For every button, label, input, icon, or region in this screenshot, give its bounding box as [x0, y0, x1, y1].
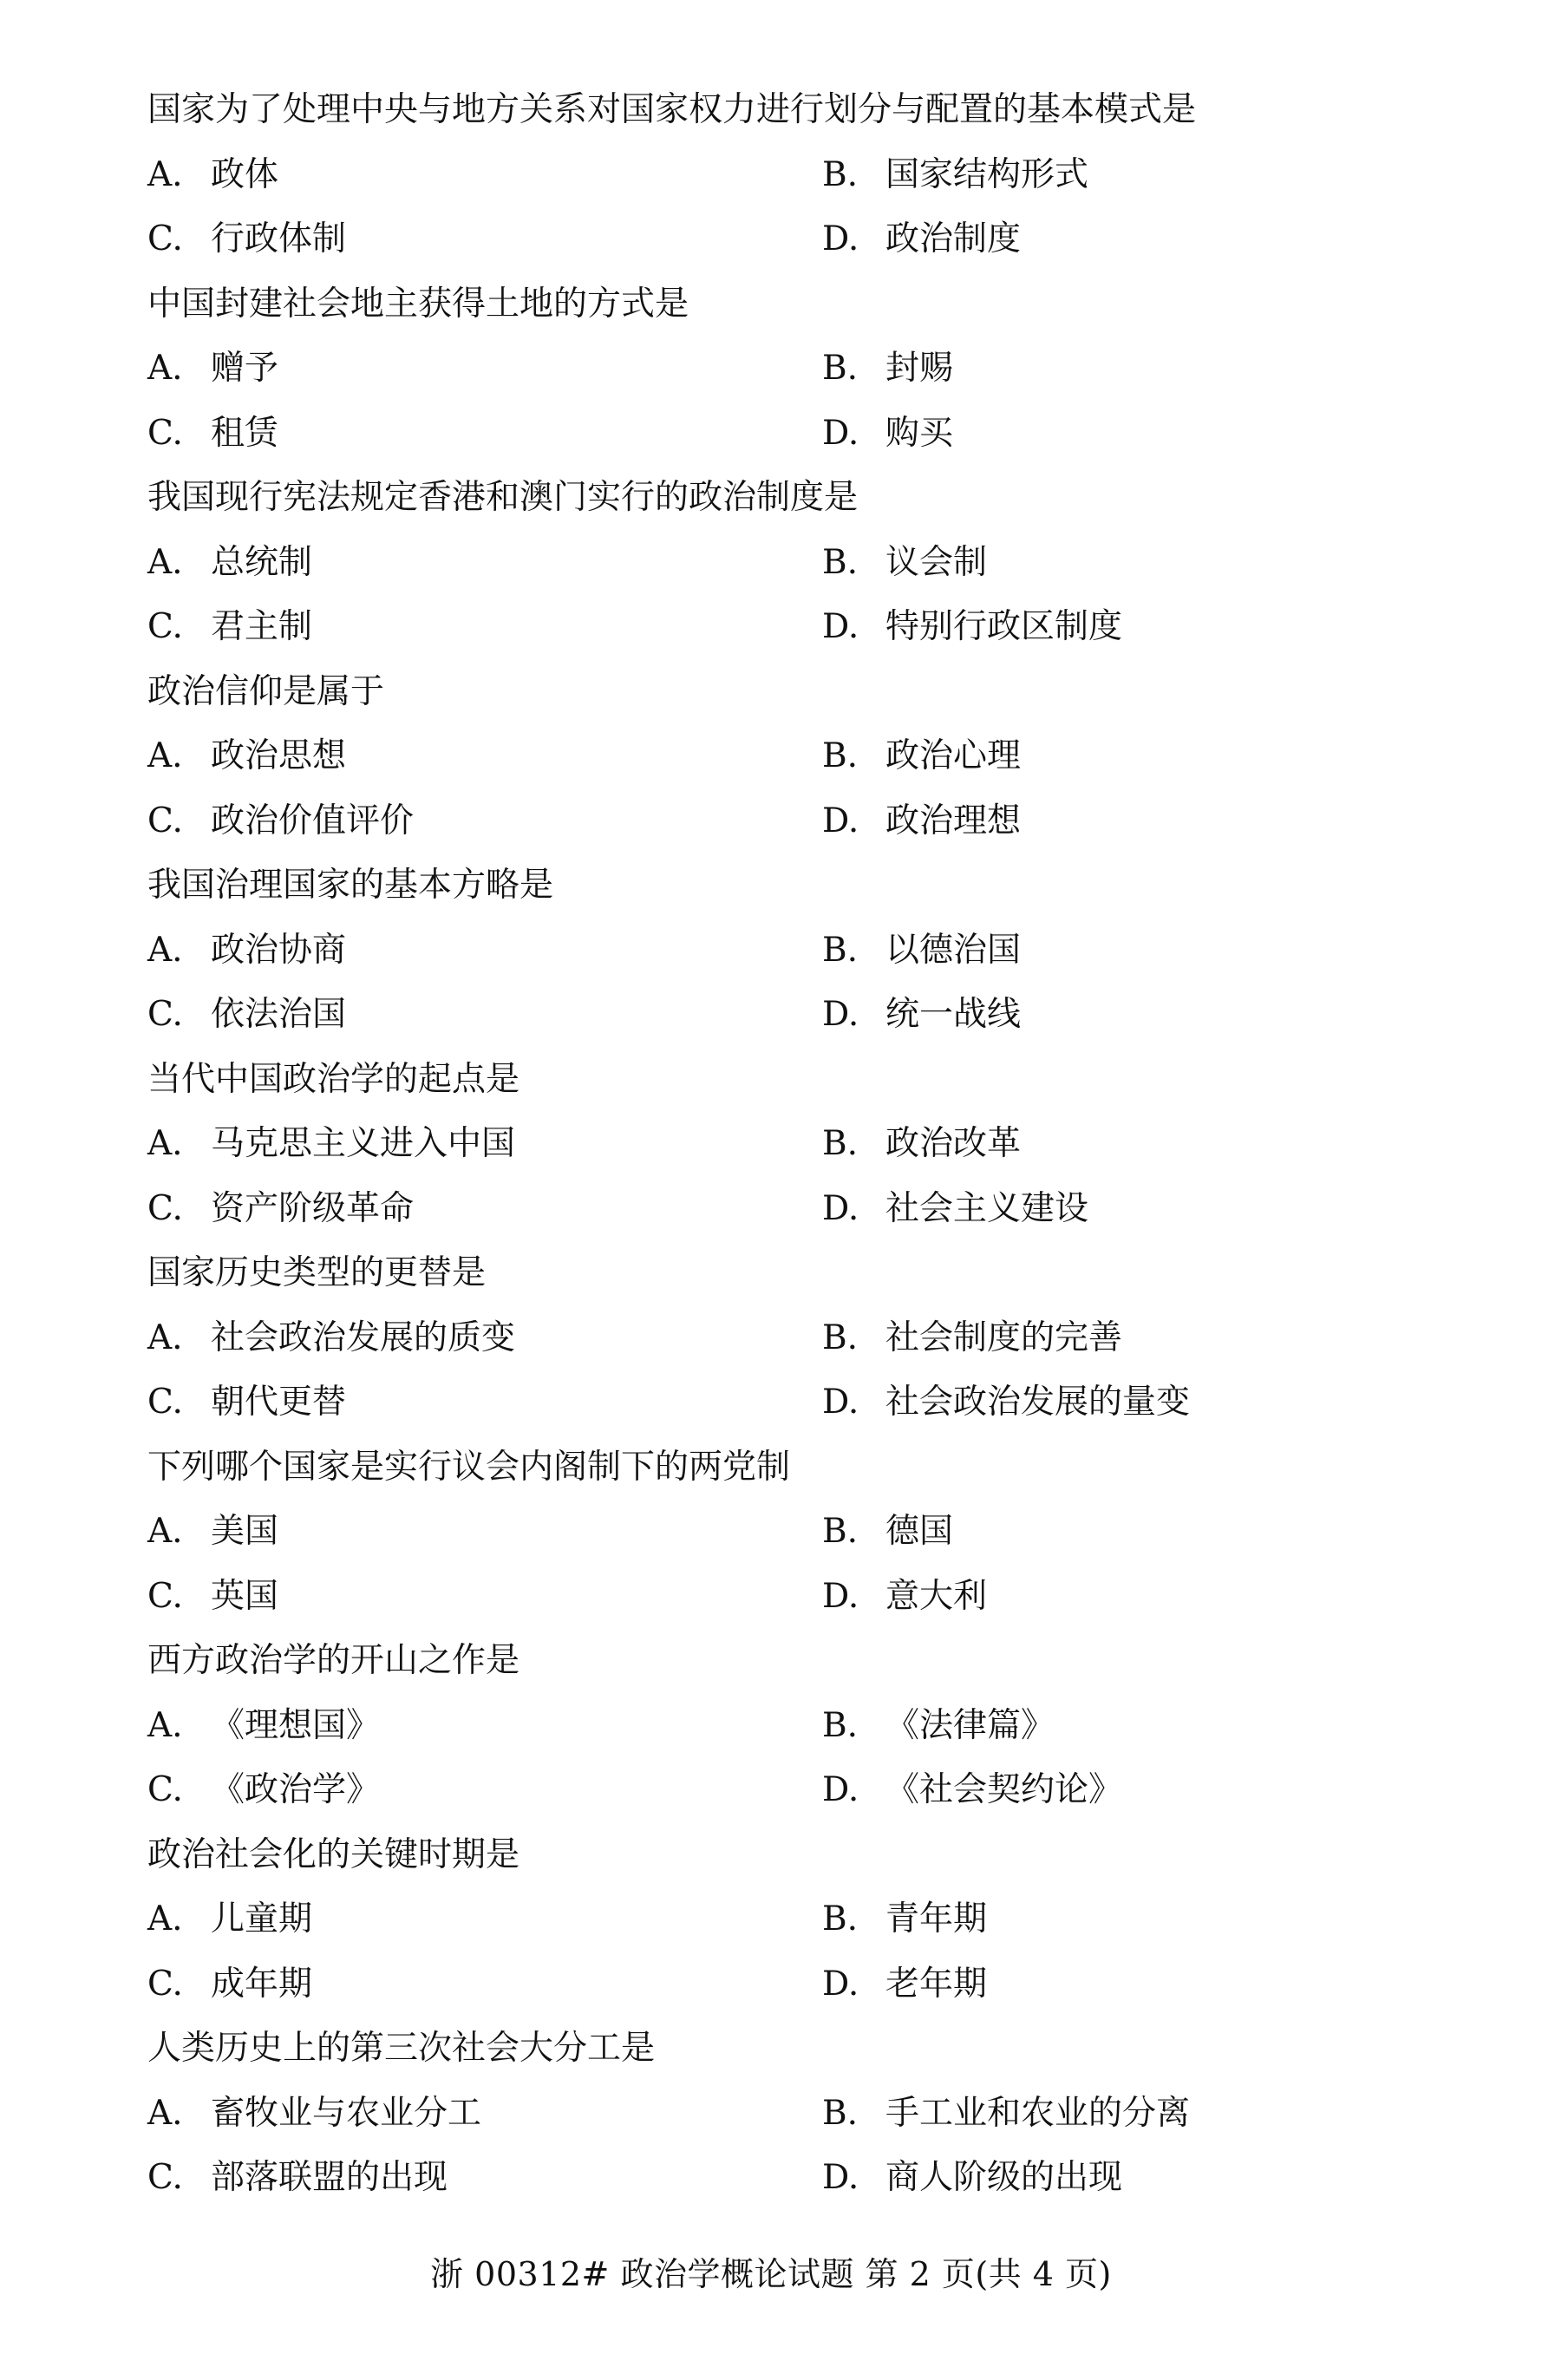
option-d — [822, 983, 1021, 1047]
question-9 — [0, 466, 1542, 660]
option-text: 国家结构形式 — [885, 154, 1089, 194]
option-text: 政治理想 — [885, 801, 1022, 840]
option-b — [822, 1694, 1055, 1758]
question-text: 下列哪个国家是实行议会内阁制下的两党制 — [147, 1447, 791, 1487]
option-letter: C. — [147, 1964, 183, 2004]
option-letter: B. — [822, 1318, 859, 1357]
option-text: 畜牧业与农业分工 — [211, 2093, 482, 2133]
option-letter: D. — [822, 995, 859, 1034]
option-c — [147, 402, 278, 466]
question-text: 人类历史上的第三次社会大分工是 — [147, 2029, 656, 2068]
option-letter: B. — [822, 2093, 859, 2133]
option-text: 《法律篇》 — [885, 1705, 1055, 1745]
question-text: 我国治理国家的基本方略是 — [147, 866, 554, 905]
option-c — [147, 2146, 448, 2210]
option-text: 社会政治发展的量变 — [885, 1383, 1191, 1422]
option-text: 政治价值评价 — [211, 801, 415, 840]
option-text: 资产阶级革命 — [211, 1188, 415, 1228]
option-letter: A. — [147, 930, 183, 970]
question-text: 当代中国政治学的起点是 — [147, 1059, 520, 1099]
option-letter: A. — [147, 154, 183, 194]
option-letter: D. — [822, 1576, 859, 1616]
option-d — [822, 789, 1021, 853]
option-letter: D. — [822, 607, 859, 646]
option-text: 儿童期 — [211, 1899, 313, 1939]
option-letter: A. — [147, 1124, 183, 1163]
question-text: 国家为了处理中央与地方关系对国家权力进行划分与配置的基本模式是 — [147, 90, 1197, 129]
option-letter: C. — [147, 2158, 183, 2197]
option-text: 马克思主义进入中国 — [211, 1124, 516, 1163]
option-letter: B. — [822, 1512, 859, 1551]
option-text: 青年期 — [885, 1899, 988, 1939]
option-d — [822, 1952, 987, 2017]
question-12 — [0, 1048, 1542, 1242]
option-text: 德国 — [885, 1512, 954, 1551]
option-text: 成年期 — [211, 1964, 313, 2004]
option-d — [822, 1758, 1122, 1822]
option-c — [147, 1370, 346, 1435]
option-letter: D. — [822, 1964, 859, 2004]
option-letter: D. — [822, 413, 859, 453]
option-text: 赠予 — [211, 349, 279, 388]
option-letter: A. — [147, 1512, 183, 1551]
option-letter: B. — [822, 154, 859, 194]
option-letter: A. — [147, 349, 183, 388]
question-13 — [0, 1241, 1542, 1435]
option-text: 租赁 — [211, 413, 279, 453]
question-text: 政治社会化的关键时期是 — [147, 1834, 520, 1874]
option-letter: B. — [822, 542, 859, 582]
option-text: 政体 — [211, 154, 279, 194]
option-text: 部落联盟的出现 — [211, 2158, 448, 2197]
option-letter: B. — [822, 1899, 859, 1939]
option-b — [822, 2082, 1190, 2146]
option-text: 手工业和农业的分离 — [885, 2093, 1191, 2133]
option-d — [822, 2146, 1122, 2210]
question-text: 政治信仰是属于 — [147, 671, 385, 711]
option-d — [822, 1565, 987, 1629]
option-a — [147, 919, 346, 983]
question-10 — [0, 660, 1542, 854]
option-letter: C. — [147, 1770, 183, 1809]
question-11 — [0, 853, 1542, 1048]
option-text: 意大利 — [885, 1576, 988, 1616]
option-letter: D. — [822, 1770, 859, 1809]
option-text: 社会主义建设 — [885, 1188, 1089, 1228]
option-text: 《理想国》 — [211, 1705, 381, 1745]
option-text: 政治制度 — [885, 219, 1022, 258]
option-letter: C. — [147, 607, 183, 646]
question-text: 中国封建社会地主获得土地的方式是 — [147, 284, 689, 324]
option-a — [147, 337, 278, 401]
option-b — [822, 1500, 953, 1564]
question-14 — [0, 1435, 1542, 1630]
option-letter: A. — [147, 1899, 183, 1939]
option-letter: A. — [147, 736, 183, 775]
option-letter: B. — [822, 349, 859, 388]
option-b — [822, 1306, 1122, 1370]
question-text: 国家历史类型的更替是 — [147, 1253, 487, 1292]
option-d — [822, 1177, 1088, 1241]
option-text: 《政治学》 — [211, 1770, 381, 1809]
option-text: 政治心理 — [885, 736, 1022, 775]
option-text: 统一战线 — [885, 995, 1022, 1034]
option-letter: D. — [822, 801, 859, 840]
option-c — [147, 983, 346, 1047]
option-letter: A. — [147, 1318, 183, 1357]
option-c — [147, 1758, 380, 1822]
option-text: 君主制 — [211, 607, 313, 646]
option-b — [822, 1887, 987, 1952]
option-c — [147, 1177, 414, 1241]
option-letter: A. — [147, 2093, 183, 2133]
option-text: 社会政治发展的质变 — [211, 1318, 516, 1357]
question-16 — [0, 1823, 1542, 2017]
option-a — [147, 531, 312, 595]
option-text: 美国 — [211, 1512, 279, 1551]
option-text: 老年期 — [885, 1964, 988, 2004]
option-c — [147, 1565, 278, 1629]
option-a — [147, 2082, 481, 2146]
option-c — [147, 207, 346, 271]
option-letter: C. — [147, 1383, 183, 1422]
option-letter: B. — [822, 1124, 859, 1163]
option-d — [822, 1370, 1190, 1435]
option-letter: B. — [822, 736, 859, 775]
option-text: 商人阶级的出现 — [885, 2158, 1123, 2197]
option-b — [822, 531, 987, 595]
option-a — [147, 724, 346, 788]
option-letter: D. — [822, 219, 859, 258]
option-a — [147, 1500, 278, 1564]
option-b — [822, 724, 1021, 788]
option-text: 议会制 — [885, 542, 988, 582]
option-d — [822, 595, 1122, 659]
option-letter: A. — [147, 1705, 183, 1745]
option-letter: C. — [147, 1576, 183, 1616]
question-8 — [0, 272, 1542, 467]
option-letter: C. — [147, 801, 183, 840]
option-text: 依法治国 — [211, 995, 347, 1034]
question-text: 我国现行宪法规定香港和澳门实行的政治制度是 — [147, 478, 859, 517]
option-d — [822, 402, 953, 466]
option-b — [822, 143, 1088, 207]
option-letter: C. — [147, 995, 183, 1034]
option-text: 政治改革 — [885, 1124, 1022, 1163]
option-text: 特别行政区制度 — [885, 607, 1123, 646]
option-letter: C. — [147, 1188, 183, 1228]
option-letter: D. — [822, 2158, 859, 2197]
option-b — [822, 337, 953, 401]
question-7 — [0, 78, 1542, 272]
option-c — [147, 1952, 312, 2017]
option-letter: A. — [147, 542, 183, 582]
option-text: 政治协商 — [211, 930, 347, 970]
option-a — [147, 1694, 380, 1758]
option-letter: B. — [822, 1705, 859, 1745]
option-a — [147, 1887, 312, 1952]
option-text: 封赐 — [885, 349, 954, 388]
option-b — [822, 1112, 1021, 1176]
option-text: 《社会契约论》 — [885, 1770, 1123, 1809]
option-text: 朝代更替 — [211, 1383, 347, 1422]
option-text: 以德治国 — [885, 930, 1022, 970]
option-letter: D. — [822, 1188, 859, 1228]
option-text: 行政体制 — [211, 219, 347, 258]
option-letter: C. — [147, 413, 183, 453]
option-text: 英国 — [211, 1576, 279, 1616]
option-d — [822, 207, 1021, 271]
page-footer: 浙 00312# 政治学概论试题 第 2 页(共 4 页) — [430, 2255, 1112, 2293]
question-text: 西方政治学的开山之作是 — [147, 1641, 520, 1680]
option-letter: B. — [822, 930, 859, 970]
option-a — [147, 1306, 515, 1370]
option-a — [147, 143, 278, 207]
option-letter: D. — [822, 1383, 859, 1422]
option-c — [147, 595, 312, 659]
question-17 — [0, 2017, 1542, 2211]
option-text: 总统制 — [211, 542, 313, 582]
question-list — [0, 78, 1542, 2211]
option-text: 社会制度的完善 — [885, 1318, 1123, 1357]
question-15 — [0, 1629, 1542, 1823]
option-c — [147, 789, 414, 853]
option-letter: C. — [147, 219, 183, 258]
option-a — [147, 1112, 515, 1176]
option-text: 政治思想 — [211, 736, 347, 775]
option-text: 购买 — [885, 413, 954, 453]
option-b — [822, 919, 1021, 983]
